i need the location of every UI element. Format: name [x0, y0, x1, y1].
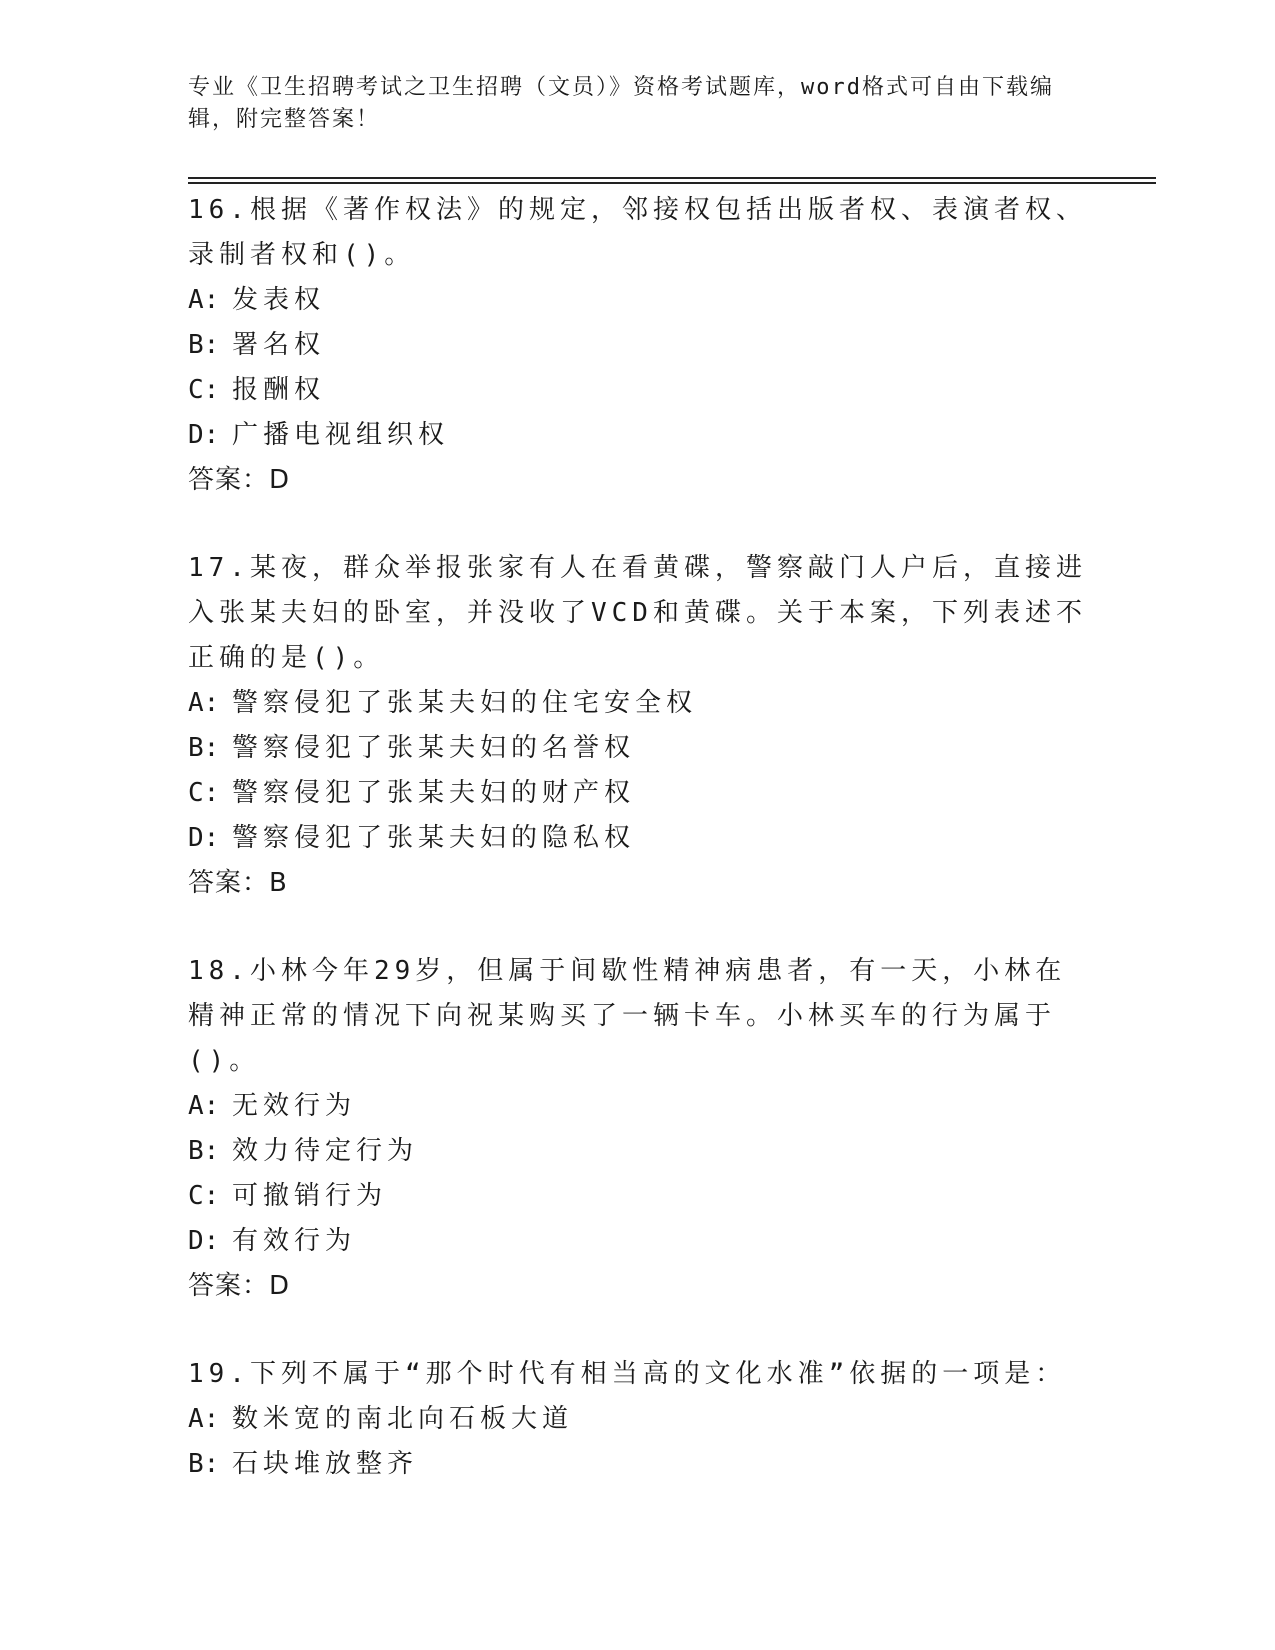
option-letter: B:	[188, 1449, 220, 1479]
option-letter: B:	[188, 330, 220, 360]
option-text: 警察侵犯了张某夫妇的财产权	[232, 778, 636, 808]
question-17	[188, 546, 1088, 906]
option-letter: A:	[188, 688, 220, 718]
option-b	[188, 1129, 1088, 1174]
header-divider-bottom	[188, 182, 1156, 184]
option-b	[188, 726, 1088, 771]
option-text: 广播电视组织权	[232, 420, 450, 450]
option-a	[188, 1084, 1088, 1129]
question-stem: 19.下列不属于“那个时代有相当高的文化水准”依据的一项是：	[188, 1359, 1067, 1389]
option-d	[188, 1219, 1088, 1264]
option-letter: B:	[188, 1136, 220, 1166]
option-b	[188, 1442, 1088, 1487]
option-c	[188, 1174, 1088, 1219]
option-text: 无效行为	[232, 1091, 357, 1121]
option-text: 有效行为	[232, 1226, 357, 1256]
option-text: 署名权	[232, 330, 326, 360]
question-18	[188, 949, 1088, 1309]
option-c	[188, 368, 1088, 413]
option-letter: C:	[188, 778, 220, 808]
option-a	[188, 1397, 1088, 1442]
option-a	[188, 278, 1088, 323]
option-letter: A:	[188, 1404, 220, 1434]
question-list	[188, 188, 1088, 1530]
option-d	[188, 816, 1088, 861]
answer-line: 答案：D	[188, 1271, 291, 1301]
option-text: 可撤销行为	[232, 1181, 388, 1211]
question-stem: 18.小林今年29岁，但属于间歇性精神病患者，有一天，小林在精神正常的情况下向祝某购买了一辆卡车。小林买车的行为属于()。	[188, 956, 1067, 1076]
option-text: 石块堆放整齐	[232, 1449, 419, 1479]
question-16	[188, 188, 1088, 503]
option-letter: C:	[188, 1181, 220, 1211]
option-letter: C:	[188, 375, 220, 405]
option-text: 报酬权	[232, 375, 326, 405]
option-letter: A:	[188, 285, 220, 315]
question-stem: 16.根据《著作权法》的规定，邻接权包括出版者权、表演者权、录制者权和()。	[188, 195, 1087, 270]
option-letter: A:	[188, 1091, 220, 1121]
option-a	[188, 681, 1088, 726]
header-divider-top	[188, 177, 1156, 179]
option-b	[188, 323, 1088, 368]
option-letter: D:	[188, 823, 220, 853]
document-header: 专业《卫生招聘考试之卫生招聘（文员）》资格考试题库，word格式可自由下载编辑，附完整答案！	[188, 75, 1054, 132]
option-text: 效力待定行为	[232, 1136, 419, 1166]
option-text: 警察侵犯了张某夫妇的隐私权	[232, 823, 636, 853]
option-c	[188, 771, 1088, 816]
question-stem: 17.某夜，群众举报张家有人在看黄碟，警察敲门人户后，直接进入张某夫妇的卧室，并没收了VCD和黄碟。关于本案，下列表述不正确的是()。	[188, 553, 1087, 673]
option-letter: B:	[188, 733, 220, 763]
option-letter: D:	[188, 1226, 220, 1256]
option-letter: D:	[188, 420, 220, 450]
option-text: 数米宽的南北向石板大道	[232, 1404, 574, 1434]
option-text: 警察侵犯了张某夫妇的名誉权	[232, 733, 636, 763]
option-text: 警察侵犯了张某夫妇的住宅安全权	[232, 688, 698, 718]
option-d	[188, 413, 1088, 458]
option-text: 发表权	[232, 285, 326, 315]
question-19	[188, 1352, 1088, 1487]
answer-line: 答案：D	[188, 465, 291, 495]
answer-line: 答案：B	[188, 868, 288, 898]
